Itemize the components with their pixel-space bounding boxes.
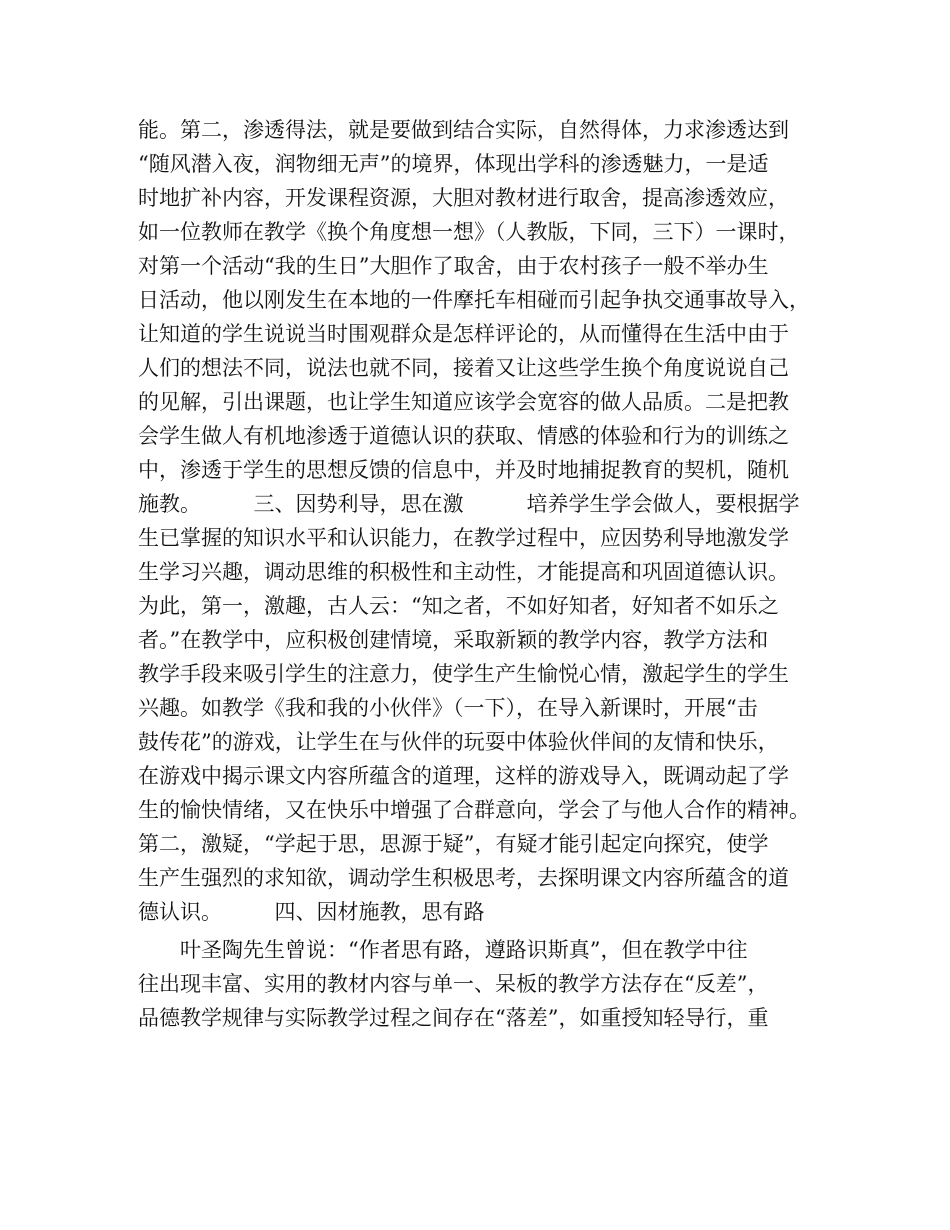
text-line: 能。第二，渗透得法，就是要做到结合实际，自然得体，力求渗透达到 <box>138 118 789 142</box>
text-line: 第二，激疑，“学起于思，思源于疑”，有疑才能引起定向探究，使学 <box>138 832 769 856</box>
text-line: 品德教学规律与实际教学过程之间存在“落差”，如重授知轻导行，重 <box>138 1006 769 1030</box>
text-line: 生的愉快情绪，又在快乐中增强了合群意向，学会了与他人合作的精神。 <box>138 798 810 822</box>
text-line: 的见解，引出课题，也让学生知道应该学会宽容的做人品质。二是把教 <box>138 390 789 414</box>
text-line: “随风潜入夜，润物细无声”的境界，体现出学科的渗透魅力，一是适 <box>138 152 769 176</box>
text-line: 在游戏中揭示课文内容所蕴含的道理，这样的游戏导入，既调动起了学 <box>138 764 789 788</box>
text-line: 生学习兴趣，调动思维的积极性和主动性，才能提高和巩固道德认识。 <box>138 560 789 584</box>
text-line: 让知道的学生说说当时围观群众是怎样评论的，从而懂得在生活中由于 <box>138 322 789 346</box>
text-line: 教学手段来吸引学生的注意力，使学生产生愉悦心情，激起学生的学生 <box>138 662 789 686</box>
text-line: 日活动，他以刚发生在本地的一件摩托车相碰而引起争执交通事故导入， <box>138 288 810 312</box>
text-line: 如一位教师在教学《换个角度想一想》（人教版，下同，三下）一课时， <box>138 220 800 244</box>
text-line: 者。”在教学中，应积极创建情境，采取新颖的教学内容，教学方法和 <box>138 628 769 652</box>
text-line: 德认识。 四、因材施教，思有路 <box>138 900 485 924</box>
text-line: 为此，第一，激趣，古人云：“知之者，不如好知者，好知者不如乐之 <box>138 594 779 618</box>
text-line: 对第一个活动“我的生日”大胆作了取舍，由于农村孩子一般不举办生 <box>138 254 769 278</box>
text-line: 中，渗透于学生的思想反馈的信息中，并及时地捕捉教育的契机，随机 <box>138 458 789 482</box>
text-line: 往出现丰富、实用的教材内容与单一、呆板的教学方法存在“反差”， <box>138 972 769 996</box>
text-line: 人们的想法不同，说法也就不同，接着又让这些学生换个角度说说自己 <box>138 356 789 380</box>
text-line: 会学生做人有机地渗透于道德认识的获取、情感的体验和行为的训练之 <box>138 424 789 448</box>
text-line: 兴趣。如教学《我和我的小伙伴》（一下），在导入新课时，开展“击 <box>138 696 758 720</box>
text-line: 生产生强烈的求知欲，调动学生积极思考，去探明课文内容所蕴含的道 <box>138 866 789 890</box>
text-line: 生已掌握的知识水平和认识能力，在教学过程中，应因势利导地激发学 <box>138 526 789 550</box>
text-line: 时地扩补内容，开发课程资源，大胆对教材进行取舍，提高渗透效应， <box>138 186 789 210</box>
text-line: 施教。 三、因势利导，思在激 培养学生学会做人，要根据学 <box>138 492 800 516</box>
text-line: 鼓传花”的游戏，让学生在与伙伴的玩耍中体验伙伴间的友情和快乐， <box>138 730 779 754</box>
text-line: 叶圣陶先生曾说：“作者思有路，遵路识斯真”，但在教学中往 <box>138 938 748 962</box>
